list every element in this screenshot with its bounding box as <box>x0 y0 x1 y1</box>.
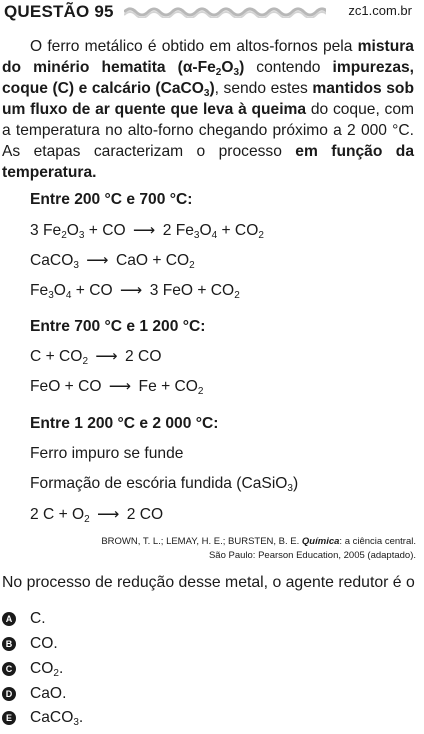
arrow-icon: ⟶ <box>108 378 132 395</box>
option-d[interactable]: D CaO. <box>2 684 66 704</box>
question-stem: No processo de redução desse metal, o agente redutor é o <box>2 574 415 591</box>
slag-note: Formação de escória fundida (CaSiO$_3$) <box>30 475 299 494</box>
question-header <box>2 2 422 24</box>
option-e[interactable]: E CaCO$_3$. <box>2 708 83 728</box>
site-label: zc1.com.br <box>348 3 412 18</box>
arrow-icon: ⟶ <box>132 222 156 239</box>
option-b[interactable]: B CO. <box>2 634 58 654</box>
equation-5: FeO + CO ⟶ $Fe + CO_2$ <box>30 378 204 397</box>
equation-2: CaCO$_3$ ⟶ CaO + $CO_2$ <box>30 252 195 271</box>
reference: BROWN, T. L.; LEMAY, H. E.; BURSTEN, B. E. Química: a ciência central. São Paulo: Pearson Education, 2005 (adaptado). <box>101 536 416 561</box>
option-letter-icon: D <box>2 687 16 701</box>
stage-title-2: Entre 700 °C e 1 200 °C: <box>30 318 206 335</box>
option-c[interactable]: C $CO_2$. <box>2 659 63 679</box>
arrow-icon: ⟶ <box>95 348 118 365</box>
question-label: QUESTÃO 95 <box>4 2 114 21</box>
equation-4: $C + CO_2$ ⟶ 2 CO <box>30 348 162 367</box>
stage-title-1: Entre 200 °C e 700 °C: <box>30 191 193 208</box>
option-letter-icon: E <box>2 711 16 725</box>
arrow-icon: ⟶ <box>97 506 120 523</box>
melt-note: Ferro impuro se funde <box>30 445 184 462</box>
option-a[interactable]: A C. <box>2 609 46 629</box>
option-letter-icon: A <box>2 612 16 626</box>
arrow-icon: ⟶ <box>86 252 109 269</box>
equation-6: 2 $C + O_2$ ⟶ 2 CO <box>30 506 164 525</box>
option-letter-icon: C <box>2 662 16 676</box>
stage-title-3: Entre 1 200 °C e 2 000 °C: <box>30 415 219 432</box>
intro-paragraph: O ferro metálico é obtido em altos-fornos pela mistura do minério hematita $(\alpha-Fe_2O_3)$ contendo impurezas, coque (C) e calcário (CaCO$_3$), sendo estes mantidos sob um fluxo de ar quente que leva à queima do coque, com a temperatura no alto-forno chegando próximo a 2 000 °C. As etapas caracterizam o processo em função da temperatura. <box>2 38 414 181</box>
arrow-icon: ⟶ <box>119 282 143 299</box>
option-letter-icon: B <box>2 637 16 651</box>
equation-1: 3 $Fe_2O_3$ + CO ⟶ 2 $Fe_3O_4 + CO_2$ <box>30 222 264 241</box>
equation-3: $Fe_3O_4$ + CO ⟶ 3 FeO + $CO_2$ <box>30 282 240 301</box>
wave-decoration <box>124 6 326 18</box>
